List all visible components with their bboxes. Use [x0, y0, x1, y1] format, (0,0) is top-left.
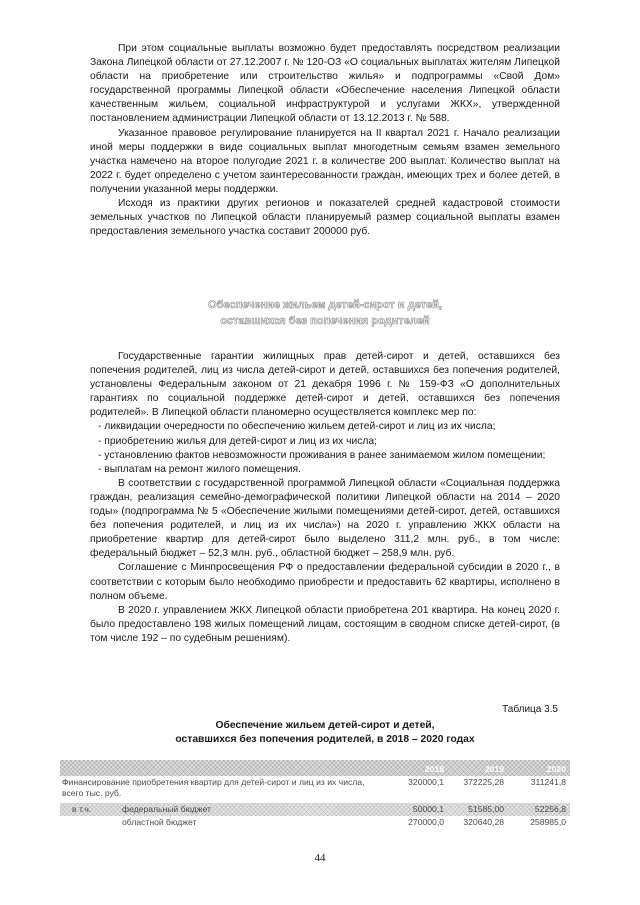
list-item: - установлению фактов невозможности проживания в ранее занимаемом жилом помещении;	[98, 449, 546, 461]
table-title-line: Обеспечение жильем детей-сирот и детей,	[215, 720, 435, 731]
section-heading	[90, 297, 560, 329]
paragraph: Указанное правовое регулирование планируется на II квартал 2021 г. Начало реализации иной меры поддержки в виде социальных выплат многодетным семьям взамен земельного участка намечено на второе полугодие 2021 г. в количестве 200 выплат. Количество выплат на 2022 г. будет определено с учетом заинтересованности граждан, имеющих трех и более детей, в получении указанной меры поддержки.	[90, 127, 560, 195]
table-cell: 320640,28	[463, 817, 504, 827]
intro-text-block	[90, 42, 560, 239]
page-number: 44	[314, 852, 326, 864]
paragraph: Государственные гарантии жилищных прав детей-сирот и детей, оставшихся без попечения родителей, лиц из числа детей-сирот и детей, оставшихся без попечения родителей, установлены Федеральным законом от 21 декабря 1996 г. № 159-ФЗ «О дополнительных гарантиях по социальной поддержке детей-сирот и детей, оставшихся без попечения родителей». В Липецкой области планомерно осуществляется комплекс мер по:	[90, 351, 560, 419]
header-spacer	[60, 760, 110, 776]
table-cell: 52256,8	[534, 804, 566, 814]
table-cell: 320000,1	[408, 777, 444, 787]
list-item: - выплатам на ремонт жилого помещения.	[98, 463, 301, 475]
table-cell: 51585,00	[468, 804, 504, 814]
table-row-label: областной бюджет	[122, 817, 197, 827]
table-row	[60, 816, 570, 829]
table-cell: 372225,28	[463, 777, 504, 787]
table-row	[60, 776, 570, 800]
paragraph: В 2020 г. управлением ЖКХ Липецкой области приобретена 201 квартира. На конец 2020 г. было предоставлено 198 жилых помещений лицам, состоящим в сводном списке детей-сирот, (в том числе 192 – по судебным решениям).	[90, 604, 560, 644]
section-heading-line: оставшихся без попечения родителей	[220, 315, 430, 327]
table-header-row	[60, 760, 570, 776]
paragraph: Исходя из практики других регионов и показателей средней кадастровой стоимости земельных участков по Липецкой области планируемый размер социальной выплаты взамен предоставления земельного участка составит 200000 руб.	[90, 198, 560, 238]
paragraph: При этом социальные выплаты возможно будет предоставлять посредством реализации Закона Липецкой области от 27.12.2007 г. № 120-ОЗ «О социальных выплатах жителям Липецкой области на приобретение или строительство жилья» и подпрограммы «Свой Дом» государственной программы Липецкой области «Обеспечение населения Липецкой области качественным жильем, социальной инфраструктурой и услугами ЖКХ», утвержденной постановлением администрации Липецкой области от 13.12.2013 г. № 588.	[90, 43, 560, 125]
section-heading-line: Обеспечение жильем детей-сирот и детей,	[208, 299, 442, 311]
table-cell: 258985,0	[530, 817, 566, 827]
header-spacer	[110, 760, 388, 776]
table-row-label: Финансирование приобретения квартир для детей-сирот и лиц из их числа, всего тыс. руб.	[62, 777, 365, 798]
table-number: Таблица 3.5	[502, 704, 558, 715]
table-cell: 50000,1	[412, 804, 444, 814]
table-row	[60, 803, 570, 816]
paragraph: В соответствии с государственной программой Липецкой области «Социальная поддержка граждан, реализация семейно-демографической политики Липецкой области на 2014 – 2020 годы» (подпрограмма № 5 «Обеспечение жилыми помещениями детей-сирот, детей, оставшихся без попечения родителей, и лиц из их числа») на 2020 г. управлению ЖКХ области на приобретение квартир для детей-сирот было выделено 311,2 млн. руб., в том числе: федеральный бюджет – 52,3 млн. руб., областной бюджет – 258,9 млн. руб.	[90, 477, 560, 560]
list-item: - приобретению жилья для детей-сирот и лиц из их числа;	[98, 435, 378, 447]
table-cell: 311241,8	[530, 777, 566, 787]
table-header-cell: 2018	[424, 764, 444, 774]
table-title	[90, 719, 560, 747]
paragraph: Соглашение с Минпросвещения РФ о предоставлении федеральной субсидии в 2020 г., в соответствии с которым было необходимо приобрести и предоставить 62 квартиры, исполнено в полном объеме.	[90, 562, 560, 602]
orphans-text-block	[90, 350, 560, 646]
table-cell: 270000,0	[408, 817, 444, 827]
financing-table	[60, 760, 570, 829]
table-row-prefix: в т.ч.	[72, 804, 92, 814]
table-header-cell: 2019	[484, 764, 504, 774]
list-item: - ликвидации очередности по обеспечению жильем детей-сирот и лиц из их числа;	[98, 421, 496, 433]
table-header-cell: 2020	[546, 764, 566, 774]
table-title-line: оставшихся без попечения родителей, в 2018 – 2020 годах	[175, 734, 475, 745]
table-row-label: федеральный бюджет	[122, 804, 211, 814]
table-row-prefix	[60, 816, 110, 829]
